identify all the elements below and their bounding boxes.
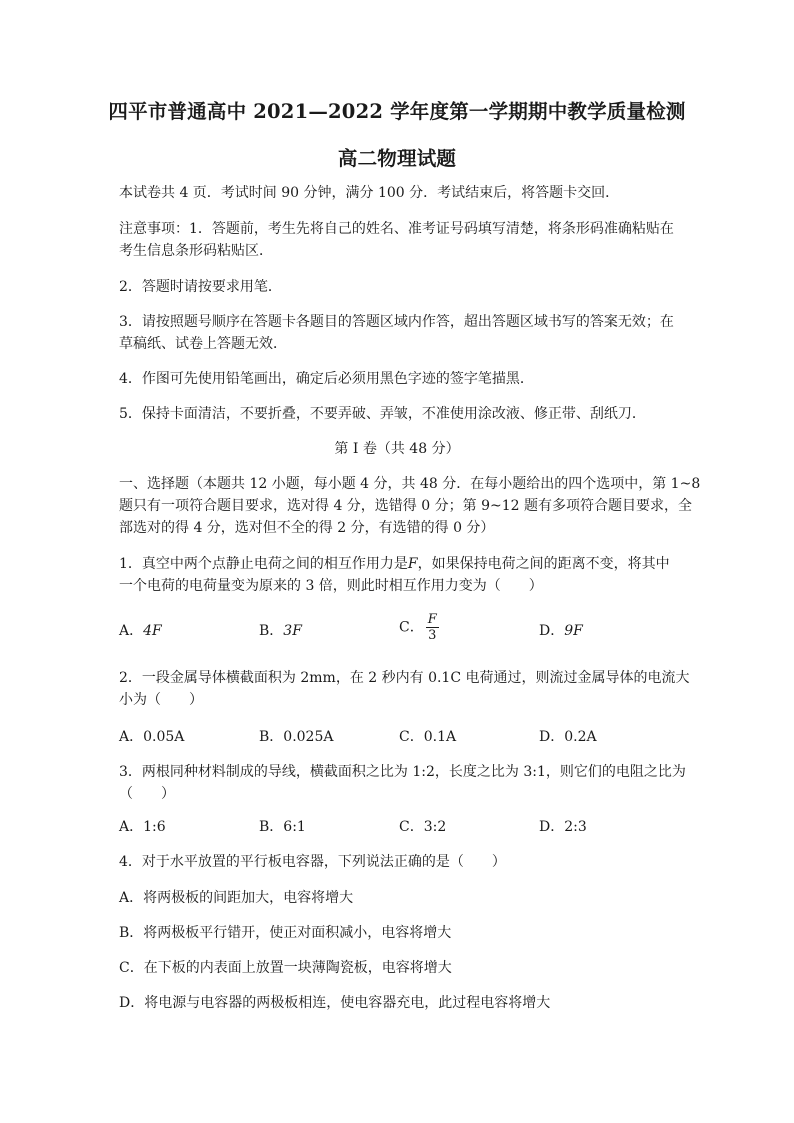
q3-option-b[interactable]: B．6:1: [259, 819, 306, 835]
q1-stem-line-1: [119, 553, 679, 575]
note-2: 2．答题时请按要求用笔．: [119, 279, 282, 295]
q4-option-b[interactable]: B．将两极板平行错开，使正对面积减小，电容将增大: [119, 925, 452, 941]
note-3-line-2: 草稿纸、试卷上答题无效．: [119, 336, 287, 352]
q2-option-b[interactable]: B．0.025A: [259, 729, 334, 745]
section-1-line-1: 一、选择题（本题共 12 小题，每小题 4 分，共 48 分．在每小题给出的四个选项中，第 1~8: [119, 476, 701, 492]
note-3-line-1: 3．请按照题号顺序在答题卡各题目的答题区域内作答，超出答题区域书写的答案无效；在: [119, 314, 674, 330]
fraction-numerator: F: [427, 612, 437, 627]
q2-option-a[interactable]: A．0.05A: [119, 729, 185, 745]
section-1-line-3: 部选对的得 4 分，选对但不全的得 2 分，有选错的得 0 分）: [119, 520, 495, 536]
q3-option-a[interactable]: A．1:6: [119, 819, 166, 835]
q1-option-b-label: B．: [259, 623, 284, 639]
q1-option-d-label: D．: [539, 623, 565, 639]
q1-stem-line-2: 一个电荷的电荷量变为原来的 3 倍，则此时相互作用力变为（ ）: [119, 578, 543, 594]
note-4: 4．作图可先使用铅笔画出，确定后必须用黑色字迹的签字笔描黑．: [119, 371, 534, 387]
note-1-line-2: 考生信息条形码粘贴区．: [119, 243, 273, 259]
q1-option-a-value: 4F: [143, 623, 162, 639]
q4-option-a[interactable]: A．将两极板的间距加大，电容将增大: [119, 890, 354, 906]
q1-option-b[interactable]: [259, 620, 302, 642]
q2-stem-line-1: 2．一段金属导体横截面积为 2mm，在 2 秒内有 0.1C 电荷通过，则流过金属导体的电流大: [119, 670, 690, 686]
q1-option-a-label: A．: [119, 623, 144, 639]
q3-option-d[interactable]: D．2:3: [539, 819, 587, 835]
exam-title: 四平市普通高中 2021—2022 学年度第一学期期中教学质量检测: [108, 100, 686, 123]
section-1-line-2: 题只有一项符合题目要求，选对得 4 分，选错得 0 分；第 9~12 题有多项符合题目要求，全: [119, 498, 692, 514]
q1-option-a[interactable]: [119, 620, 162, 642]
q1-stem-part-a: 1．真空中两个点静止电荷之间的相互作用力是: [119, 556, 408, 572]
q4-stem: 4．对于水平放置的平行板电容器，下列说法正确的是（ ）: [119, 854, 506, 870]
q2-option-d[interactable]: D．0.2A: [539, 729, 597, 745]
fraction-denominator: 3: [428, 628, 437, 643]
note-5: 5．保持卡面清洁，不要折叠，不要弄破、弄皱，不准使用涂改液、修正带、刮纸刀．: [119, 406, 646, 422]
intro-text: 本试卷共 4 页．考试时间 90 分钟，满分 100 分．考试结束后，将答题卡交回．: [119, 185, 620, 201]
q1-option-d-value: 9F: [564, 623, 583, 639]
q1-option-c-label: C．: [399, 619, 424, 636]
q4-option-d[interactable]: D．将电源与电容器的两极板相连，使电容器充电，此过程电容将增大: [119, 995, 551, 1011]
q4-option-c[interactable]: C．在下板的内表面上放置一块薄陶瓷板，电容将增大: [119, 960, 452, 976]
q1-stem-part-b: ，如果保持电荷之间的距离不变，将其中: [417, 556, 670, 572]
note-1-line-1: 注意事项：1．答题前，考生先将自己的姓名、准考证号码填写清楚，将条形码准确粘贴在: [119, 221, 674, 237]
q1-option-b-value: 3F: [283, 623, 302, 639]
q1-option-c[interactable]: [399, 612, 439, 643]
q1-option-c-fraction: [426, 612, 439, 643]
q3-stem-line-1: 3．两根同种材料制成的导线，横截面积之比为 1:2，长度之比为 3:1，则它们的电阻之比为: [119, 764, 686, 780]
q3-stem-line-2: （ ）: [119, 786, 175, 802]
q2-option-c[interactable]: C．0.1A: [399, 729, 457, 745]
q1-stem-variable: F: [407, 556, 418, 572]
part-1-heading: 第 I 卷（共 48 分）: [334, 441, 460, 457]
q2-stem-line-2: 小为（ ）: [119, 692, 203, 708]
q1-option-d[interactable]: [539, 620, 583, 642]
exam-subtitle: 高二物理试题: [337, 147, 457, 170]
q3-option-c[interactable]: C．3:2: [399, 819, 447, 835]
